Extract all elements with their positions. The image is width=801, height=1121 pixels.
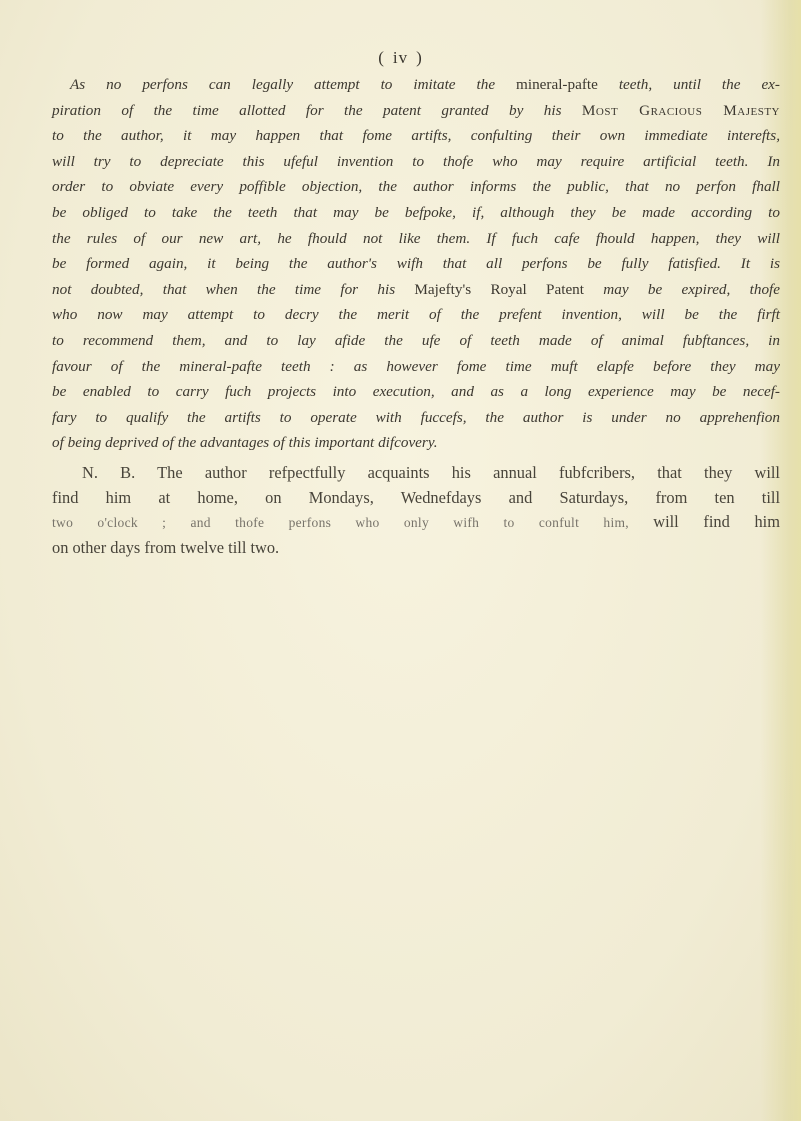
text-line: the rules of our new art, he fhould not like them. If fuch cafe fhould happen, they will <box>52 229 780 247</box>
text-line: two o'clock ; and thofe perfons who only wifh to confult him, will find him <box>52 512 780 531</box>
text-line: fary to qualify the artifts to operate with fuccefs, the author is under no apprehenfion <box>52 408 780 426</box>
text-line: be formed again, it being the author's wifh that all perfons be fully fatisfied. It is <box>52 255 780 273</box>
text-line: to the author, it may happen that fome artifts, confulting their own immediate interefts, <box>52 127 780 145</box>
text-line: find him at home, on Mondays, Wednefdays and Saturdays, from ten till <box>52 487 780 507</box>
main-paragraph <box>52 72 780 456</box>
text-line: will try to depreciate this ufeful invention to thofe who may require artificial teeth. In <box>52 152 780 170</box>
page-number-text: iv <box>392 48 409 67</box>
text-line: piration of the time allotted for the patent granted by his Most Gracious Majesty <box>52 101 780 119</box>
text-line: As no perfons can legally attempt to imitate the mineral-pafte teeth, until the ex- <box>70 76 780 93</box>
text-line: to recommend them, and to lay afide the ufe of teeth made of animal fubftances, in <box>52 331 780 349</box>
text-line: be obliged to take the teeth that may be befpoke, if, although they be made according to <box>52 203 780 221</box>
text-line: who now may attempt to decry the merit of the prefent invention, will be the firft <box>52 306 780 324</box>
page-number: ( iv ) <box>378 48 423 67</box>
text-line: not doubted, that when the time for his Majefty's Royal Patent may be expired, thofe <box>52 280 781 298</box>
text-line: be enabled to carry fuch projects into execution, and as a long experience may be necef- <box>52 383 780 401</box>
text-line: N. B. The author refpectfully acquaints his annual fubfcribers, that they will <box>82 463 780 482</box>
text-line: order to obviate every poffible objection, the author informs the public, that no perfon fhall <box>52 178 780 196</box>
text-line: favour of the mineral-pafte teeth : as however fome time muft elapfe before they may <box>52 357 780 375</box>
text-line: on other days from twelve till two. <box>52 537 280 557</box>
nota-bene-paragraph <box>52 461 780 560</box>
text-line: of being deprived of the advantages of this important difcovery. <box>52 434 438 452</box>
